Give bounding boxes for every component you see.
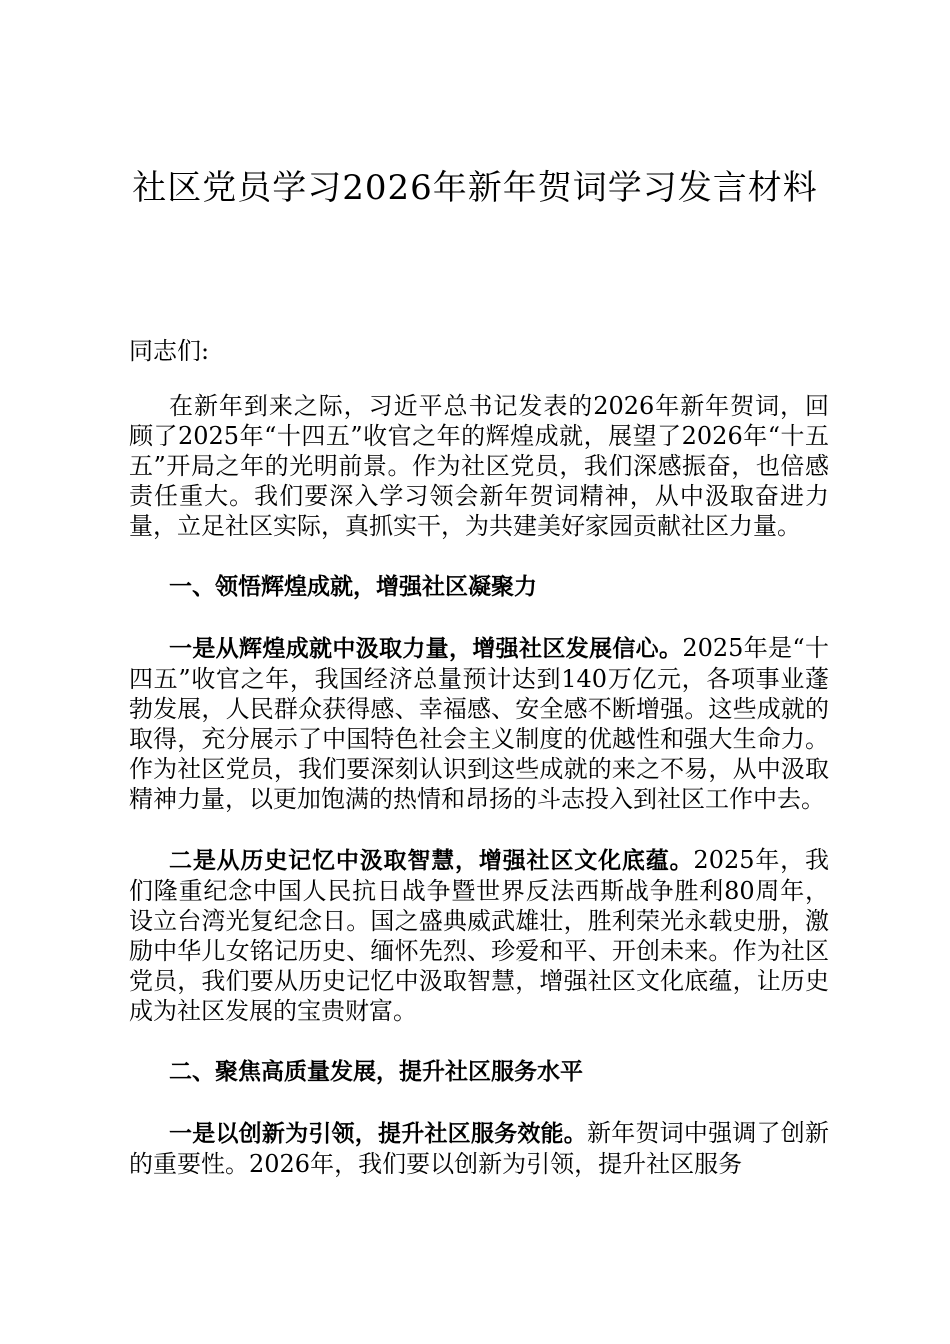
document-body: [129, 336, 829, 1210]
section1-paragraph-1: [129, 633, 829, 814]
document-title: 社区党员学习2026年新年贺词学习发言材料: [132, 168, 818, 208]
paragraph-lead: 二是从历史记忆中汲取智慧，增强社区文化底蕴。: [169, 848, 694, 874]
section-heading-1: 一、领悟辉煌成就，增强社区凝聚力: [169, 574, 537, 600]
paragraph-text: 2025年，我们隆重纪念中国人民抗日战争暨世界反法西斯战争胜利80周年，设立台湾光复纪念日。国之盛典威武雄壮，胜利荣光永载史册，激励中华儿女铭记历史、缅怀先烈、珍爱和平、开创未来。作为社区党员，我们要从历史记忆中汲取智慧，增强社区文化底蕴，让历史成为社区发展的宝贵财富。: [129, 846, 830, 1025]
paragraph-lead: 一是从辉煌成就中汲取力量，增强社区发展信心。: [169, 636, 683, 662]
salutation: 同志们:: [129, 337, 210, 365]
paragraph-lead: 一是以创新为引领，提升社区服务效能。: [169, 1121, 587, 1147]
intro-paragraph: 在新年到来之际，习近平总书记发表的2026年新年贺词，回顾了2025年“十四五”收官之年的辉煌成就，展望了2026年“十五五”开局之年的光明前景。作为社区党员，我们深感振奋，也倍感责任重大。我们要深入学习领会新年贺词精神，从中汲取奋进力量，立足社区实际，真抓实干，为共建美好家园贡献社区力量。: [129, 392, 829, 540]
paragraph-text: 2025年是“十四五”收官之年，我国经济总量预计达到140万亿元，各项事业蓬勃发展，人民群众获得感、幸福感、安全感不断增强。这些成就的取得，充分展示了中国特色社会主义制度的优越性和强大生命力。作为社区党员，我们要深刻认识到这些成就的来之不易，从中汲取精神力量，以更加饱满的热情和昂扬的斗志投入到社区工作中去。: [129, 634, 829, 813]
section2-paragraph-1: [129, 1118, 829, 1179]
section-heading-2: 二、聚焦高质量发展，提升社区服务水平: [169, 1059, 583, 1085]
section1-paragraph-2: [129, 845, 829, 1026]
paragraph-text: 新年贺词中强调了创新的重要性。2026年，我们要以创新为引领，提升社区服务: [129, 1119, 829, 1178]
